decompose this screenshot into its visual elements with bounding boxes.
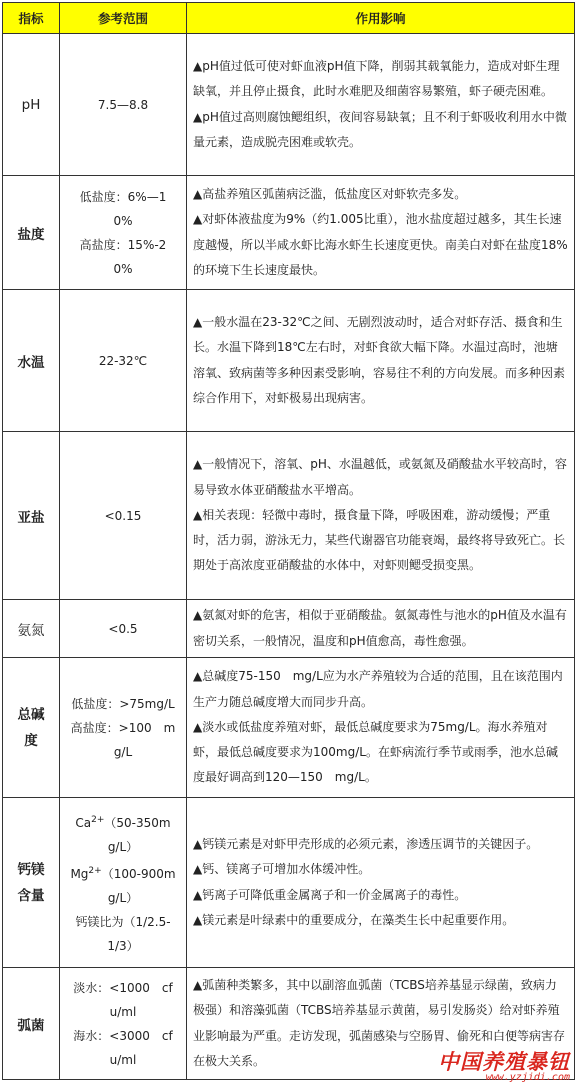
range-line: g/L） (107, 839, 139, 854)
range-line: u/ml (109, 1004, 137, 1019)
range-line: 22-32℃ (98, 353, 148, 368)
range-cell (60, 798, 187, 968)
range-line: 低盐度：6%—1 (79, 189, 167, 204)
range-line: g/L (113, 744, 133, 759)
table-row-nitrite (3, 432, 575, 600)
effect-paragraph: ▲pH值过高则腐蚀鳃组织，夜间容易缺氧；且不利于虾吸收利用水中微量元素，造成脱壳困难或软壳。 (193, 109, 567, 149)
header-row (3, 3, 575, 34)
range-line: 1/3） (107, 938, 139, 953)
range-line: 钙镁比为（1/2.5- (75, 914, 171, 929)
effect-cell (187, 176, 575, 290)
effect-paragraph: ▲镁元素是叶绿素中的重要成分，在藻类生长中起重要作用。 (193, 912, 515, 927)
range-line: 淡水：<1000 cf (73, 980, 173, 995)
header-indicator: 指标 (3, 3, 60, 34)
range-cell (60, 968, 187, 1080)
range-cell (60, 658, 187, 798)
range-line: <0.5 (108, 621, 138, 636)
range-cell (60, 34, 187, 176)
effect-paragraph: ▲总碱度75-150 mg/L应为水产养殖较为合适的范围，且在该范围内生产力随总碱度增大而同步升高。 (193, 669, 563, 709)
table-row-ph (3, 34, 575, 176)
effect-paragraph: ▲钙离子可降低重金属离子和一价金属离子的毒性。 (193, 887, 467, 902)
header-effect: 作用影响 (187, 3, 575, 34)
range-line: 高盐度：>100 m (70, 720, 176, 735)
watermark-title: 中国养殖暴钮 (438, 1049, 570, 1074)
indicator-cell: 盐度 (3, 176, 60, 290)
range-line: 0% (113, 261, 133, 276)
effect-cell (187, 432, 575, 600)
mg-charge: 2+ (88, 865, 102, 876)
effect-paragraph: ▲弧菌种类繁多，其中以副溶血弧菌（TCBS培养基显示绿菌，致病力极强）和溶藻弧菌（TCBS培养基显示黄菌，易引发肠炎）给对虾养殖业影响最为严重。走访发现，弧菌感染与空肠胃、偷死和白便等病害存在极大关系。 (193, 978, 566, 1068)
effect-paragraph: ▲高盐养殖区弧菌病泛滥，低盐度区对虾软壳多发。 (193, 187, 467, 202)
effect-paragraph: ▲pH值过低可使对虾血液pH值下降，削弱其载氧能力，造成对虾生理缺氧，并且停止摄食，此时水难肥及细菌容易繁殖，虾子硬壳困难。 (193, 59, 560, 99)
effect-paragraph: ▲钙、镁离子可增加水体缓冲性。 (193, 862, 371, 877)
range-line: 低盐度：>75mg/L (71, 696, 175, 711)
range-line (64, 808, 182, 835)
effect-paragraph: ▲钙镁元素是对虾甲壳形成的必须元素，渗透压调节的关键因子。 (193, 837, 539, 852)
table-row-ammonia (3, 600, 575, 658)
effect-cell (187, 658, 575, 798)
range-cell (60, 176, 187, 290)
ca-charge: 2+ (91, 814, 105, 825)
range-cell (60, 600, 187, 658)
indicator-cell: 弧菌 (3, 968, 60, 1080)
water-quality-table (2, 2, 575, 1080)
range-cell (60, 432, 187, 600)
mg-range: （100-900m (101, 866, 176, 881)
table-row-salinity (3, 176, 575, 290)
effect-cell (187, 798, 575, 968)
mg-symbol: Mg (70, 866, 89, 881)
table-row-calcium-magnesium (3, 798, 575, 968)
range-cell (60, 290, 187, 432)
table-row-water-temp (3, 290, 575, 432)
ca-symbol: Ca (75, 815, 92, 830)
range-line: <0.15 (104, 508, 142, 523)
effect-paragraph: ▲淡水或低盐度养殖对虾，最低总碱度要求为75mg/L。海水养殖对虾，最低总碱度要求为100mg/L。在虾病流行季节或雨季，池水总碱度最好调高到120—150 mg/L。 (193, 719, 558, 785)
range-line: g/L） (107, 890, 139, 905)
indicator-cell: 水温 (3, 290, 60, 432)
indicator-cell: pH (3, 34, 60, 176)
effect-paragraph: ▲一般情况下，溶氧、pH、水温越低，或氨氮及硝酸盐水平较高时，容易导致水体亚硝酸盐水平增高。 (193, 457, 567, 497)
indicator-cell: 钙镁含量 (3, 798, 60, 968)
range-line: 海水：<3000 cf (73, 1028, 173, 1043)
effect-cell (187, 600, 575, 658)
range-line: 0% (113, 213, 133, 228)
ca-range: （50-350m (104, 815, 171, 830)
indicator-cell: 亚盐 (3, 432, 60, 600)
range-line: u/ml (109, 1052, 137, 1067)
effect-paragraph: ▲相关表现：轻微中毒时，摄食量下降，呼吸困难，游动缓慢；严重时，活力弱，游泳无力，某些代谢器官功能衰竭，最终将导致死亡。长期处于高浓度亚硝酸盐的水体中，对虾则鳃受损变黑。 (193, 507, 566, 573)
indicator-cell: 氨氮 (3, 600, 60, 658)
effect-paragraph: ▲一般水温在23-32℃之间、无剧烈波动时，适合对虾存活、摄食和生长。水温下降到18℃左右时，对虾食欲大幅下降。水温过高时，池塘溶氧、致病菌等多种因素受影响，容易往不利的方向发展。而多种因素综合作用下，对虾极易出现病害。 (193, 315, 566, 405)
range-line (64, 859, 182, 886)
watermark-url: www.yzjidi.com (485, 1072, 570, 1083)
range-line: 高盐度：15%-2 (79, 237, 167, 252)
range-line: 7.5—8.8 (97, 97, 149, 112)
table-row-alkalinity (3, 658, 575, 798)
effect-cell (187, 34, 575, 176)
effect-paragraph: ▲氨氮对虾的危害，相似于亚硝酸盐。氨氮毒性与池水的pH值及水温有密切关系，一般情况，温度和pH值愈高，毒性愈强。 (193, 608, 567, 648)
header-range: 参考范围 (60, 3, 187, 34)
effect-paragraph: ▲对虾体液盐度为9%（约1.005比重），池水盐度超过越多，其生长速度越慢，所以半咸水虾比海水虾生长速度更快。南美白对虾在盐度18%的环境下生长速度最快。 (193, 212, 568, 277)
watermark-logo (438, 1046, 570, 1083)
effect-cell (187, 290, 575, 432)
indicator-cell: 总碱度 (3, 658, 60, 798)
